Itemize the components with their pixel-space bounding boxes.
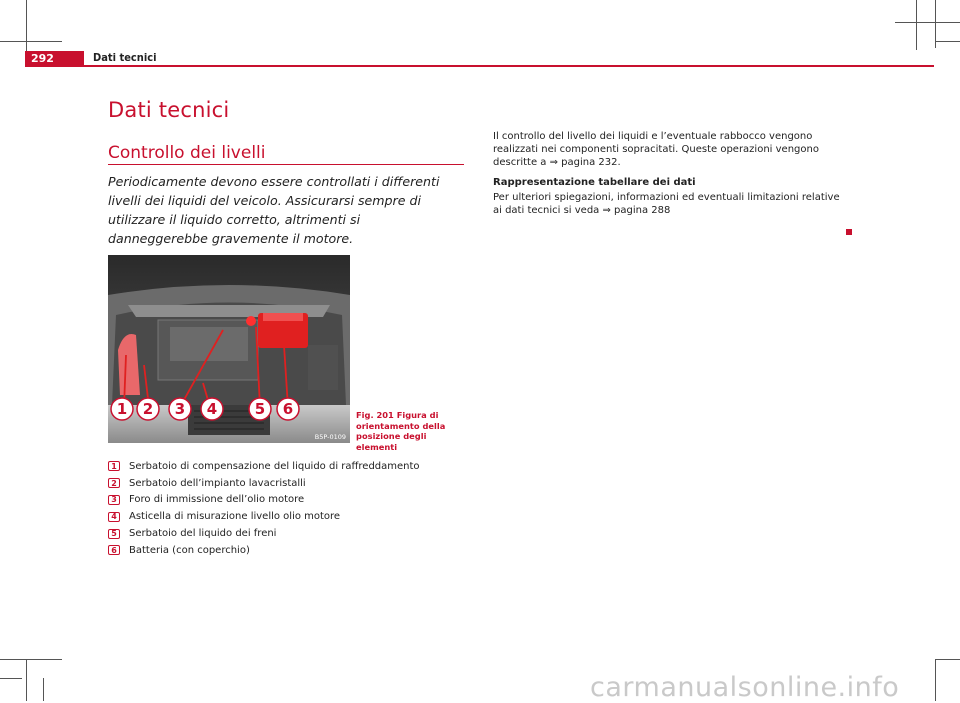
figure-legend	[108, 458, 468, 559]
crop-mark	[916, 0, 917, 50]
figure-code: B5P-0109	[314, 433, 346, 441]
legend-item	[108, 508, 468, 525]
crop-mark	[935, 659, 960, 660]
legend-number: 1	[108, 461, 120, 471]
legend-text: Asticella di misurazione livello olio motore	[129, 511, 341, 523]
figure-marker-3: 3	[174, 400, 186, 418]
crop-mark	[935, 41, 960, 42]
engine-bay-illustration	[108, 255, 350, 443]
crop-mark	[26, 659, 27, 701]
legend-item	[108, 525, 468, 542]
page-number: 292	[25, 51, 84, 67]
legend-number: 4	[108, 512, 120, 522]
figure-marker-6: 6	[282, 400, 294, 418]
figure-marker-5: 5	[254, 400, 266, 418]
paragraph-level-check: Il controllo del livello dei liquidi e l’eventuale rabbocco vengono realizzati nei componenti sopracitati. Queste operazioni vengono descritte a ⇒ pagina 232.	[493, 131, 819, 168]
figure-marker-1: 1	[116, 400, 128, 418]
paragraph-technical-data: Per ulteriori spiegazioni, informazioni ed eventuali limitazioni relative ai dati tecnici si veda ⇒ pagina 288	[493, 192, 840, 216]
section-end-marker	[846, 229, 852, 235]
legend-text: Serbatoio del liquido dei freni	[129, 528, 277, 540]
legend-text: Serbatoio di compensazione del liquido di raffreddamento	[129, 460, 420, 472]
crop-mark	[43, 678, 44, 701]
section-rule	[108, 164, 464, 165]
subheading-data-table: Rappresentazione tabellare dei dati	[493, 177, 696, 188]
legend-number: 3	[108, 495, 120, 505]
crop-mark	[0, 659, 62, 660]
crop-mark	[0, 678, 22, 679]
figure-caption: Fig. 201 Figura di orientamento della posizione degli elementi	[356, 410, 446, 452]
intro-paragraph: Periodicamente devono essere controllati i differenti livelli dei liquidi del veicolo. Assicurarsi sempre di utilizzare il liquido corretto, altrimenti si danneggerebbe gravemente il motore.	[108, 174, 440, 246]
legend-item	[108, 542, 468, 559]
crop-mark	[935, 659, 936, 701]
running-header: Dati tecnici	[93, 51, 157, 64]
crop-mark	[895, 22, 960, 23]
legend-text: Batteria (con coperchio)	[129, 544, 250, 556]
header-rule	[84, 65, 934, 67]
legend-number: 5	[108, 529, 120, 539]
legend-text: Serbatoio dell’impianto lavacristalli	[129, 477, 306, 489]
figure-marker-4: 4	[206, 400, 218, 418]
legend-number: 6	[108, 545, 120, 555]
crop-mark	[935, 0, 936, 48]
legend-item	[108, 492, 468, 509]
legend-text: Foro di immissione dell’olio motore	[129, 494, 305, 506]
crop-mark	[0, 41, 62, 42]
section-title: Controllo dei livelli	[108, 143, 266, 163]
right-column	[493, 130, 845, 224]
figure-marker-2: 2	[142, 400, 154, 418]
engine-bay-figure	[108, 255, 350, 443]
chapter-title: Dati tecnici	[108, 98, 230, 122]
legend-item	[108, 475, 468, 492]
legend-number: 2	[108, 478, 120, 488]
watermark: carmanualsonline.info	[590, 672, 900, 703]
legend-item	[108, 458, 468, 475]
